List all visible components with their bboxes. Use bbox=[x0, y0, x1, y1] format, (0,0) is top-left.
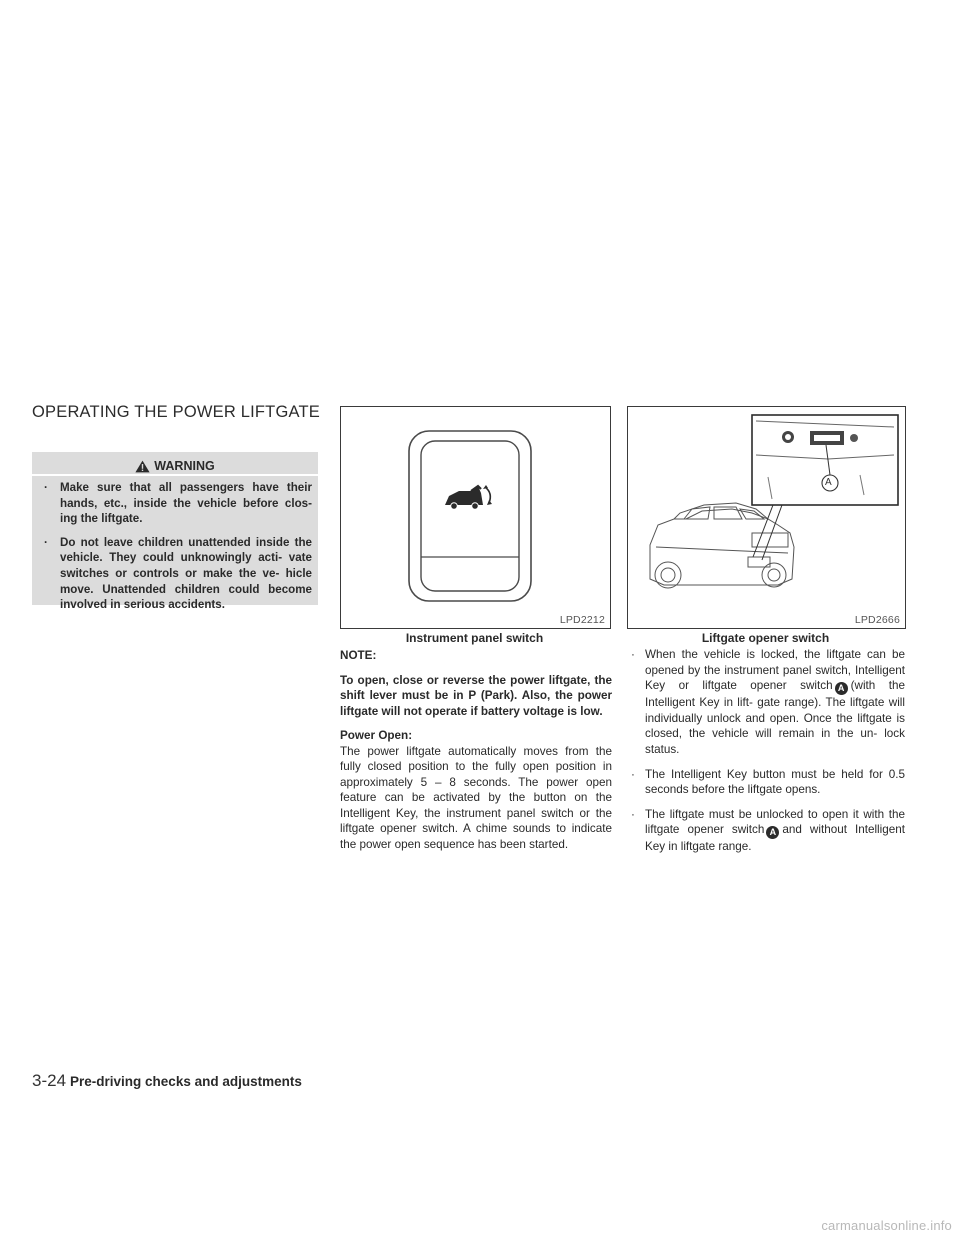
list-item-text: The liftgate must be unlocked to open it with the liftgate opener switch bbox=[645, 807, 905, 837]
callout-a-icon: A bbox=[766, 826, 779, 839]
warning-box bbox=[32, 452, 318, 612]
list-item-text: (with the Intelligent Key in lift- gate range). The liftgate will individually unlock and open. Once the liftgate is closed, the vehicle will remain in the un- lock status. bbox=[645, 679, 905, 756]
note-text: To open, close or reverse the power liftgate, the shift lever must be in P (Park). Also, the power liftgate will not operate if battery voltage is low. bbox=[340, 673, 612, 718]
bullet: · bbox=[631, 807, 635, 821]
bullet: · bbox=[44, 481, 48, 494]
warning-item bbox=[42, 535, 312, 613]
column-middle bbox=[340, 648, 612, 861]
list-item-text: The Intelligent Key button must be held for 0.5 seconds before the liftgate opens. bbox=[645, 767, 905, 797]
figure-instrument-panel-switch bbox=[340, 406, 611, 629]
power-liftgate-icon bbox=[445, 485, 492, 509]
warning-header bbox=[32, 456, 318, 476]
vehicle-illustration bbox=[650, 503, 794, 588]
inset-detail bbox=[752, 415, 898, 505]
watermark: carmanualsonline.info bbox=[821, 1218, 952, 1233]
column-right bbox=[627, 647, 905, 864]
power-open-heading: Power Open: bbox=[340, 729, 413, 742]
power-open-text: The power liftgate automatically moves from the fully closed position to the fully open position in approximately 5 – 8 seconds. The power open feature can be activated by the button on the Intelligent Key, the instrument panel switch or the liftgate opener switch. A chime sounds to indicate the power open sequence has been started. bbox=[340, 744, 612, 851]
callout-a-icon: A bbox=[835, 682, 848, 695]
page-number: 3-24 bbox=[32, 1071, 67, 1090]
warning-item-text: Make sure that all passengers have their hands, etc., inside the vehicle before clos- ing the liftgate. bbox=[60, 481, 312, 526]
figure-code: LPD2666 bbox=[854, 614, 900, 626]
liftgate-opener-illustration bbox=[628, 407, 905, 628]
bullet: · bbox=[631, 648, 635, 661]
list-item bbox=[627, 807, 905, 855]
warning-icon bbox=[135, 460, 150, 473]
warning-item-text: Do not leave children unattended inside the vehicle. They could unknowingly acti- vate switches or controls or make the ve- hicle move. Unattended children could become involved in serious accidents. bbox=[60, 535, 312, 612]
figure-liftgate-opener-switch bbox=[627, 406, 906, 629]
list-item bbox=[627, 647, 905, 758]
callout-label: A bbox=[825, 477, 832, 488]
warning-divider bbox=[32, 474, 318, 476]
bullet: · bbox=[44, 535, 48, 549]
warning-list bbox=[42, 480, 312, 621]
list-item-text: and without Intelligent Key in liftgate range. bbox=[645, 823, 906, 854]
warning-item bbox=[42, 480, 312, 527]
warning-title: WARNING bbox=[154, 459, 215, 473]
list-item-text: When the vehicle is locked, the liftgate can be opened by the instrument panel switch, Intelligent Key or liftgate opener switch bbox=[645, 648, 905, 693]
list-item bbox=[627, 767, 905, 798]
figure-caption: Instrument panel switch bbox=[405, 631, 544, 645]
page-footer bbox=[32, 1071, 352, 1091]
instrument-panel-switch-illustration bbox=[341, 407, 610, 628]
bullet: · bbox=[631, 767, 635, 781]
figure-code: LPD2212 bbox=[559, 614, 605, 626]
note-label: NOTE: bbox=[340, 649, 377, 662]
figure-caption: Liftgate opener switch bbox=[701, 631, 830, 645]
section-title: OPERATING THE POWER LIFTGATE bbox=[32, 403, 320, 421]
chapter-title: Pre-driving checks and adjustments bbox=[70, 1074, 302, 1089]
